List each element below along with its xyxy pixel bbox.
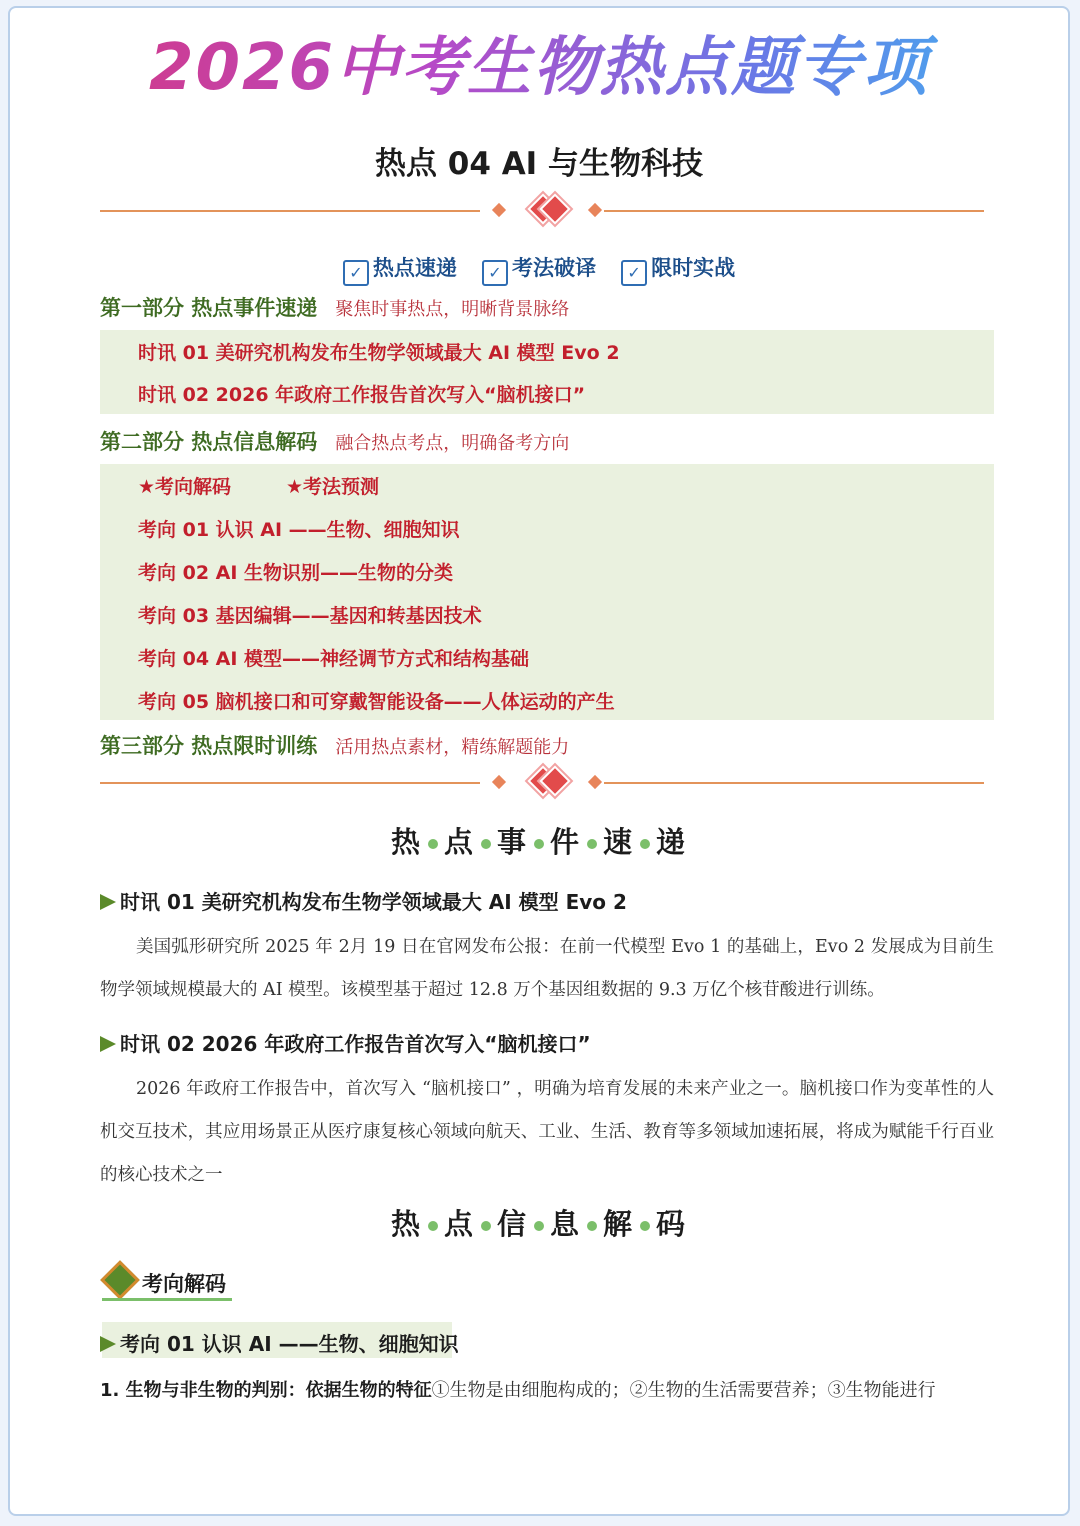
part1-panel [100, 330, 994, 414]
section-tabs [10, 252, 1068, 286]
arrow-icon [100, 1336, 116, 1352]
part2-panel [100, 464, 994, 720]
arrow-icon [100, 894, 116, 910]
check-icon: ✓ [482, 260, 508, 286]
part3-heading: 第三部分 热点限时训练 活用热点素材，精练解题能力 [100, 734, 570, 758]
news-body: 2026 年政府工作报告中，首次写入 “脑机接口” ，明确为培育发展的未来产业之一。脑机接口作为变革性的人机交互技术，其应用场景正从医疗康复核心领域向航天、工业、生活、教育等多领域加速拓展，将成为赋能千行百业的核心技术之一 [100, 1079, 994, 1185]
check-icon: ✓ [343, 260, 369, 286]
news-heading: 时讯 01 美研究机构发布生物学领域最大 AI 模型 Evo 2 [100, 886, 627, 915]
news-heading: 时讯 02 2026 年政府工作报告首次写入“脑机接口” [100, 1028, 591, 1057]
toc-star-item[interactable]: ★考向解码 [138, 476, 232, 498]
diamond-icon [100, 1260, 140, 1300]
ornament-divider [100, 196, 984, 226]
check-icon: ✓ [621, 260, 647, 286]
star-icon: ★ [286, 476, 304, 498]
tab-exam-decode[interactable]: ✓ 考法破译 [482, 252, 596, 286]
part2-heading: 第二部分 热点信息解码 融合热点考点，明确备考方向 [100, 430, 570, 454]
topic-title: 热点 04 AI 与生物科技 [374, 146, 704, 182]
tab-hot-news[interactable]: ✓ 热点速递 [343, 252, 457, 286]
toc-item[interactable]: 考向 03 基因编辑——基因和转基因技术 [138, 605, 482, 627]
main-title: 2026中考生物热点题专项 [10, 26, 1068, 110]
kxjm-heading: 考向解码 [102, 1260, 282, 1300]
star-icon: ★ [138, 476, 156, 498]
section-title-info-decode: 热 点 信 息 解 码 [390, 1207, 688, 1241]
toc-item[interactable]: 考向 01 认识 AI ——生物、细胞知识 [138, 519, 460, 541]
arrow-icon [100, 1036, 116, 1052]
toc-item[interactable]: 考向 02 AI 生物识别——生物的分类 [138, 562, 454, 584]
kx01-heading: 考向 01 认识 AI ——生物、细胞知识 [100, 1328, 459, 1357]
part1-heading: 第一部分 热点事件速递 聚焦时事热点，明晰背景脉络 [100, 296, 570, 320]
section-title-hot-news: 热 点 事 件 速 递 [390, 825, 688, 859]
toc-item[interactable]: 时讯 02 2026 年政府工作报告首次写入“脑机接口” [138, 384, 586, 406]
news-body: 美国弧形研究所 2025 年 2月 19 日在官网发布公报：在前一代模型 Evo 1 的基础上，Evo 2 发展成为目前生物学领域规模最大的 AI 模型。该模型基于超过 12.8 万个基因组数据的 9.3 万亿个核苷酸进行训练。 [100, 937, 994, 1000]
ornament-divider [100, 768, 984, 798]
question-1: 1. 生物与非生物的判别：依据生物的特征①生物是由细胞构成的；②生物的生活需要营养；③生物能进行 [100, 1380, 936, 1401]
toc-star-item[interactable]: ★考法预测 [286, 476, 380, 498]
document-page [8, 6, 1070, 1516]
toc-item[interactable]: 时讯 01 美研究机构发布生物学领域最大 AI 模型 Evo 2 [138, 342, 620, 364]
toc-item[interactable]: 考向 05 脑机接口和可穿戴智能设备——人体运动的产生 [138, 691, 615, 713]
tab-timed-practice[interactable]: ✓ 限时实战 [621, 252, 735, 286]
toc-item[interactable]: 考向 04 AI 模型——神经调节方式和结构基础 [138, 648, 530, 670]
